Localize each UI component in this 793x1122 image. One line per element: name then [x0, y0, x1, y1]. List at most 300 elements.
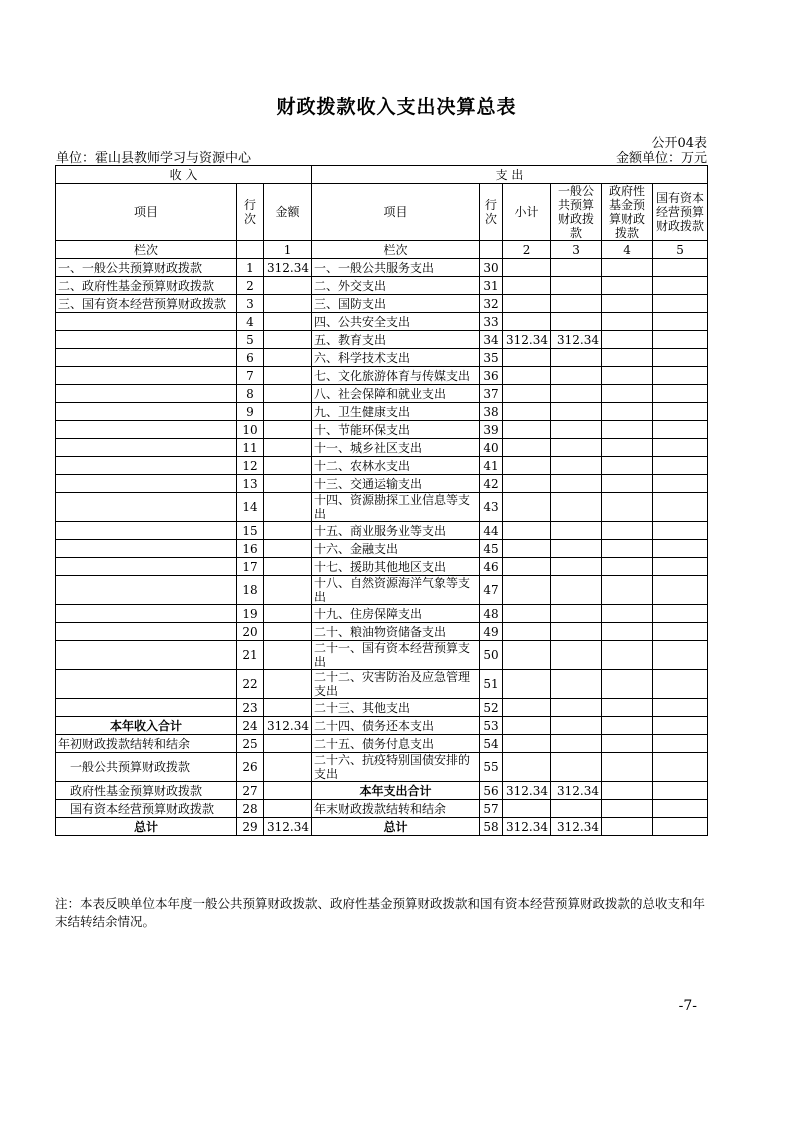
general-budget-cell [551, 421, 602, 439]
gov-fund-cell [602, 699, 653, 717]
expense-item-cell: 三、国防支出 [312, 295, 480, 313]
general-budget-cell [551, 349, 602, 367]
income-amount-cell [264, 699, 312, 717]
general-budget-cell: 312.34 [551, 782, 602, 800]
expense-item-cell: 十二、农林水支出 [312, 457, 480, 475]
income-amount-cell: 312.34 [264, 717, 312, 735]
table-row [56, 421, 708, 439]
expense-line-no-cell: 42 [480, 475, 503, 493]
income-amount-cell [264, 385, 312, 403]
income-item-cell [56, 623, 237, 641]
gov-fund-cell [602, 782, 653, 800]
income-line-no-cell: 23 [237, 699, 264, 717]
income-item-cell: 一、一般公共预算财政拨款 [56, 259, 237, 277]
soe-budget-cell [653, 259, 708, 277]
soe-budget-cell [653, 641, 708, 670]
income-line-no-cell: 24 [237, 717, 264, 735]
income-amount-cell [264, 623, 312, 641]
income-amount-cell [264, 277, 312, 295]
expense-item-cell: 十一、城乡社区支出 [312, 439, 480, 457]
soe-budget-cell [653, 800, 708, 818]
income-section-header: 收 入 [56, 166, 312, 184]
gov-fund-cell [602, 623, 653, 641]
col-index-1: 1 [264, 241, 312, 259]
general-budget-cell [551, 670, 602, 699]
table-row [56, 313, 708, 331]
gov-fund-cell [602, 385, 653, 403]
subtotal-cell [503, 558, 551, 576]
table-row [56, 558, 708, 576]
table-row [56, 735, 708, 753]
income-line-no-cell: 2 [237, 277, 264, 295]
general-budget-cell [551, 641, 602, 670]
gov-fund-header: 政府性基金预算财政拨款 [602, 184, 653, 241]
income-item-cell [56, 576, 237, 605]
general-budget-cell [551, 295, 602, 313]
col-index-5: 5 [653, 241, 708, 259]
expense-item-cell: 十三、交通运输支出 [312, 475, 480, 493]
expense-section-header: 支 出 [312, 166, 708, 184]
income-line-no-cell: 3 [237, 295, 264, 313]
soe-budget-cell [653, 439, 708, 457]
income-amount-cell [264, 331, 312, 349]
expense-item-cell: 一、一般公共服务支出 [312, 259, 480, 277]
soe-budget-cell [653, 277, 708, 295]
expense-item-cell: 二十四、债务还本支出 [312, 717, 480, 735]
gov-fund-cell [602, 439, 653, 457]
general-budget-cell [551, 493, 602, 522]
income-line-no-cell: 10 [237, 421, 264, 439]
income-item-cell: 本年收入合计 [56, 717, 237, 735]
general-budget-cell [551, 457, 602, 475]
form-number: 公开04表 [651, 136, 707, 151]
income-item-cell [56, 475, 237, 493]
expense-item-cell: 十五、商业服务业等支出 [312, 522, 480, 540]
soe-budget-cell [653, 295, 708, 313]
table-row [56, 493, 708, 522]
expense-line-no-cell: 44 [480, 522, 503, 540]
income-line-no-cell: 7 [237, 367, 264, 385]
income-item-cell: 年初财政拨款结转和结余 [56, 735, 237, 753]
subtotal-cell [503, 735, 551, 753]
general-budget-cell [551, 277, 602, 295]
budget-summary-table [55, 165, 708, 836]
income-amount-cell [264, 493, 312, 522]
unit-label: 单位：霍山县教师学习与资源中心 [56, 151, 252, 166]
income-amount-cell: 312.34 [264, 818, 312, 836]
table-row [56, 403, 708, 421]
gov-fund-cell [602, 475, 653, 493]
income-line-no-cell: 25 [237, 735, 264, 753]
expense-line-no-cell: 32 [480, 295, 503, 313]
expense-line-no-header: 行 次 [480, 184, 503, 241]
general-budget-cell [551, 313, 602, 331]
income-amount-cell [264, 403, 312, 421]
subtotal-cell [503, 576, 551, 605]
income-line-no-cell: 28 [237, 800, 264, 818]
income-item-cell: 三、国有资本经营预算财政拨款 [56, 295, 237, 313]
income-amount-cell [264, 349, 312, 367]
income-amount-cell [264, 522, 312, 540]
income-line-no-cell: 26 [237, 753, 264, 782]
expense-item-cell: 八、社会保障和就业支出 [312, 385, 480, 403]
gov-fund-cell [602, 259, 653, 277]
income-item-cell [56, 522, 237, 540]
income-line-no-cell: 21 [237, 641, 264, 670]
general-budget-cell [551, 576, 602, 605]
subtotal-cell [503, 717, 551, 735]
subtotal-cell [503, 493, 551, 522]
expense-line-no-cell: 43 [480, 493, 503, 522]
income-item-cell [56, 367, 237, 385]
income-amount-cell [264, 439, 312, 457]
expense-item-cell: 二十、粮油物资储备支出 [312, 623, 480, 641]
subtotal-cell [503, 349, 551, 367]
income-amount-cell [264, 605, 312, 623]
subtotal-cell [503, 522, 551, 540]
subtotal-cell [503, 800, 551, 818]
expense-line-no-cell: 45 [480, 540, 503, 558]
subtotal-cell [503, 367, 551, 385]
general-budget-cell [551, 800, 602, 818]
soe-budget-cell [653, 818, 708, 836]
soe-budget-cell [653, 782, 708, 800]
income-line-no-cell: 9 [237, 403, 264, 421]
column-header-row [56, 184, 708, 241]
expense-item-cell: 十九、住房保障支出 [312, 605, 480, 623]
income-line-no-cell: 14 [237, 493, 264, 522]
expense-line-no-cell: 36 [480, 367, 503, 385]
soe-budget-cell [653, 558, 708, 576]
expense-line-no-cell: 56 [480, 782, 503, 800]
expense-line-no-cell: 53 [480, 717, 503, 735]
col-index-3: 3 [551, 241, 602, 259]
expense-line-no-cell: 55 [480, 753, 503, 782]
general-budget-cell [551, 439, 602, 457]
soe-budget-header: 国有资本经营预算财政拨款 [653, 184, 708, 241]
table-row [56, 295, 708, 313]
income-amount-cell [264, 457, 312, 475]
expense-line-no-cell: 34 [480, 331, 503, 349]
general-budget-cell [551, 259, 602, 277]
expense-item-header: 项目 [312, 184, 480, 241]
expense-item-cell: 十四、资源勘探工业信息等支出 [312, 493, 480, 522]
expense-item-cell: 十八、自然资源海洋气象等支出 [312, 576, 480, 605]
expense-line-no-cell: 38 [480, 403, 503, 421]
income-amount-cell [264, 367, 312, 385]
table-row [56, 367, 708, 385]
income-amount-cell [264, 670, 312, 699]
soe-budget-cell [653, 522, 708, 540]
expense-line-no-cell: 52 [480, 699, 503, 717]
expense-item-cell: 二十二、灾害防治及应急管理支出 [312, 670, 480, 699]
general-budget-cell: 312.34 [551, 818, 602, 836]
subtotal-cell [503, 313, 551, 331]
general-budget-header: 一般公共预算财政拨款 [551, 184, 602, 241]
table-row [56, 277, 708, 295]
subtotal-cell [503, 385, 551, 403]
gov-fund-cell [602, 818, 653, 836]
general-budget-cell [551, 385, 602, 403]
soe-budget-cell [653, 385, 708, 403]
page-number: -7- [678, 998, 697, 1014]
gov-fund-cell [602, 522, 653, 540]
income-amount-cell [264, 421, 312, 439]
expense-item-cell: 二十一、国有资本经营预算支出 [312, 641, 480, 670]
income-line-no-cell: 4 [237, 313, 264, 331]
gov-fund-cell [602, 493, 653, 522]
expense-item-cell: 总计 [312, 818, 480, 836]
soe-budget-cell [653, 753, 708, 782]
expense-item-cell: 二十三、其他支出 [312, 699, 480, 717]
table-row [56, 457, 708, 475]
subtotal-cell [503, 623, 551, 641]
income-amount-cell [264, 475, 312, 493]
income-item-cell [56, 558, 237, 576]
income-line-no-cell: 1 [237, 259, 264, 277]
income-item-cell [56, 331, 237, 349]
income-item-cell [56, 641, 237, 670]
table-row [56, 623, 708, 641]
subtotal-cell [503, 670, 551, 699]
soe-budget-cell [653, 331, 708, 349]
expense-line-no-cell: 39 [480, 421, 503, 439]
expense-item-cell: 四、公共安全支出 [312, 313, 480, 331]
income-item-cell [56, 699, 237, 717]
soe-budget-cell [653, 349, 708, 367]
gov-fund-cell [602, 558, 653, 576]
column-index-row [56, 241, 708, 259]
expense-item-cell: 二十六、抗疫特别国债安排的支出 [312, 753, 480, 782]
income-item-cell [56, 540, 237, 558]
expense-item-cell: 二、外交支出 [312, 277, 480, 295]
table-row [56, 717, 708, 735]
gov-fund-cell [602, 735, 653, 753]
subtotal-header: 小计 [503, 184, 551, 241]
expense-item-cell: 二十五、债务付息支出 [312, 735, 480, 753]
income-item-cell: 国有资本经营预算财政拨款 [56, 800, 237, 818]
income-item-cell [56, 313, 237, 331]
gov-fund-cell [602, 331, 653, 349]
table-row [56, 331, 708, 349]
income-line-no-cell: 22 [237, 670, 264, 699]
soe-budget-cell [653, 699, 708, 717]
income-amount-cell [264, 735, 312, 753]
expense-item-cell: 六、科学技术支出 [312, 349, 480, 367]
expense-line-no-cell: 35 [480, 349, 503, 367]
gov-fund-cell [602, 403, 653, 421]
soe-budget-cell [653, 576, 708, 605]
table-row [56, 800, 708, 818]
expense-item-cell: 年末财政拨款结转和结余 [312, 800, 480, 818]
income-amount-cell: 312.34 [264, 259, 312, 277]
income-line-no-cell: 17 [237, 558, 264, 576]
amount-unit-label: 金额单位：万元 [615, 151, 707, 166]
income-amount-cell [264, 295, 312, 313]
subtotal-cell [503, 699, 551, 717]
income-line-no-header: 行 次 [237, 184, 264, 241]
general-budget-cell [551, 558, 602, 576]
expense-line-no-cell: 49 [480, 623, 503, 641]
income-item-cell [56, 493, 237, 522]
subtotal-cell [503, 295, 551, 313]
soe-budget-cell [653, 717, 708, 735]
income-line-no-cell: 8 [237, 385, 264, 403]
expense-item-cell: 九、卫生健康支出 [312, 403, 480, 421]
income-item-cell: 二、政府性基金预算财政拨款 [56, 277, 237, 295]
subtotal-cell [503, 259, 551, 277]
soe-budget-cell [653, 313, 708, 331]
income-line-no-cell: 13 [237, 475, 264, 493]
gov-fund-cell [602, 421, 653, 439]
income-amount-cell [264, 753, 312, 782]
table-row [56, 540, 708, 558]
gov-fund-cell [602, 313, 653, 331]
expense-item-cell: 本年支出合计 [312, 782, 480, 800]
income-col-label: 栏次 [56, 241, 237, 259]
expense-item-cell: 五、教育支出 [312, 331, 480, 349]
expense-line-no-cell: 57 [480, 800, 503, 818]
soe-budget-cell [653, 421, 708, 439]
soe-budget-cell [653, 540, 708, 558]
income-line-no-cell: 5 [237, 331, 264, 349]
soe-budget-cell [653, 623, 708, 641]
expense-line-no-cell: 31 [480, 277, 503, 295]
subtotal-cell [503, 421, 551, 439]
gov-fund-cell [602, 641, 653, 670]
subtotal-cell [503, 753, 551, 782]
expense-line-no-cell: 58 [480, 818, 503, 836]
general-budget-cell [551, 753, 602, 782]
gov-fund-cell [602, 277, 653, 295]
subtotal-cell [503, 605, 551, 623]
income-amount-cell [264, 540, 312, 558]
expense-line-no-cell: 47 [480, 576, 503, 605]
expense-item-cell: 十、节能环保支出 [312, 421, 480, 439]
income-line-no-cell: 16 [237, 540, 264, 558]
expense-line-no-cell: 30 [480, 259, 503, 277]
expense-line-no-cell: 33 [480, 313, 503, 331]
expense-line-no-cell: 46 [480, 558, 503, 576]
soe-budget-cell [653, 367, 708, 385]
empty-cell [480, 241, 503, 259]
general-budget-cell: 312.34 [551, 331, 602, 349]
income-item-cell [56, 670, 237, 699]
table-row [56, 259, 708, 277]
table-row [56, 605, 708, 623]
income-item-cell [56, 385, 237, 403]
subtotal-cell [503, 540, 551, 558]
col-index-4: 4 [602, 241, 653, 259]
income-line-no-cell: 6 [237, 349, 264, 367]
subtotal-cell [503, 277, 551, 295]
income-amount-cell [264, 313, 312, 331]
gov-fund-cell [602, 605, 653, 623]
gov-fund-cell [602, 349, 653, 367]
income-item-cell [56, 439, 237, 457]
gov-fund-cell [602, 576, 653, 605]
page-title: 财政拨款收入支出决算总表 [276, 96, 517, 118]
expense-line-no-cell: 54 [480, 735, 503, 753]
income-amount-cell [264, 558, 312, 576]
income-line-no-cell: 18 [237, 576, 264, 605]
empty-cell [237, 241, 264, 259]
general-budget-cell [551, 540, 602, 558]
table-row [56, 670, 708, 699]
expense-line-no-cell: 41 [480, 457, 503, 475]
general-budget-cell [551, 623, 602, 641]
income-line-no-cell: 29 [237, 818, 264, 836]
income-item-header: 项目 [56, 184, 237, 241]
soe-budget-cell [653, 493, 708, 522]
gov-fund-cell [602, 540, 653, 558]
expense-item-cell: 十七、援助其他地区支出 [312, 558, 480, 576]
general-budget-cell [551, 403, 602, 421]
expense-line-no-cell: 37 [480, 385, 503, 403]
section-header-row [56, 166, 708, 184]
income-amount-cell [264, 782, 312, 800]
table-row [56, 439, 708, 457]
footnote: 注：本表反映单位本年度一般公共预算财政拨款、政府性基金预算财政拨款和国有资本经营预算财政拨款的总收支和年末结转结余情况。 [55, 896, 706, 929]
income-item-cell: 总计 [56, 818, 237, 836]
subtotal-cell: 312.34 [503, 331, 551, 349]
income-item-cell [56, 349, 237, 367]
income-line-no-cell: 12 [237, 457, 264, 475]
general-budget-cell [551, 735, 602, 753]
table-row [56, 349, 708, 367]
subtotal-cell [503, 475, 551, 493]
general-budget-cell [551, 717, 602, 735]
income-line-no-cell: 19 [237, 605, 264, 623]
income-line-no-cell: 20 [237, 623, 264, 641]
subtotal-cell [503, 403, 551, 421]
expense-line-no-cell: 40 [480, 439, 503, 457]
soe-budget-cell [653, 457, 708, 475]
income-line-no-cell: 15 [237, 522, 264, 540]
table-row [56, 576, 708, 605]
subtotal-cell [503, 457, 551, 475]
table-row [56, 475, 708, 493]
income-amount-cell [264, 800, 312, 818]
gov-fund-cell [602, 800, 653, 818]
income-item-cell [56, 457, 237, 475]
gov-fund-cell [602, 753, 653, 782]
gov-fund-cell [602, 670, 653, 699]
income-item-cell: 一般公共预算财政拨款 [56, 753, 237, 782]
expense-line-no-cell: 50 [480, 641, 503, 670]
income-item-cell [56, 403, 237, 421]
soe-budget-cell [653, 403, 708, 421]
gov-fund-cell [602, 295, 653, 313]
soe-budget-cell [653, 605, 708, 623]
soe-budget-cell [653, 670, 708, 699]
subtotal-cell: 312.34 [503, 782, 551, 800]
income-amount-header: 金额 [264, 184, 312, 241]
col-index-2: 2 [503, 241, 551, 259]
expense-item-cell: 七、文化旅游体育与传媒支出 [312, 367, 480, 385]
table-row [56, 753, 708, 782]
subtotal-cell: 312.34 [503, 818, 551, 836]
income-item-cell [56, 605, 237, 623]
general-budget-cell [551, 475, 602, 493]
gov-fund-cell [602, 367, 653, 385]
table-row [56, 818, 708, 836]
table-row [56, 641, 708, 670]
income-line-no-cell: 11 [237, 439, 264, 457]
soe-budget-cell [653, 735, 708, 753]
gov-fund-cell [602, 457, 653, 475]
soe-budget-cell [653, 475, 708, 493]
